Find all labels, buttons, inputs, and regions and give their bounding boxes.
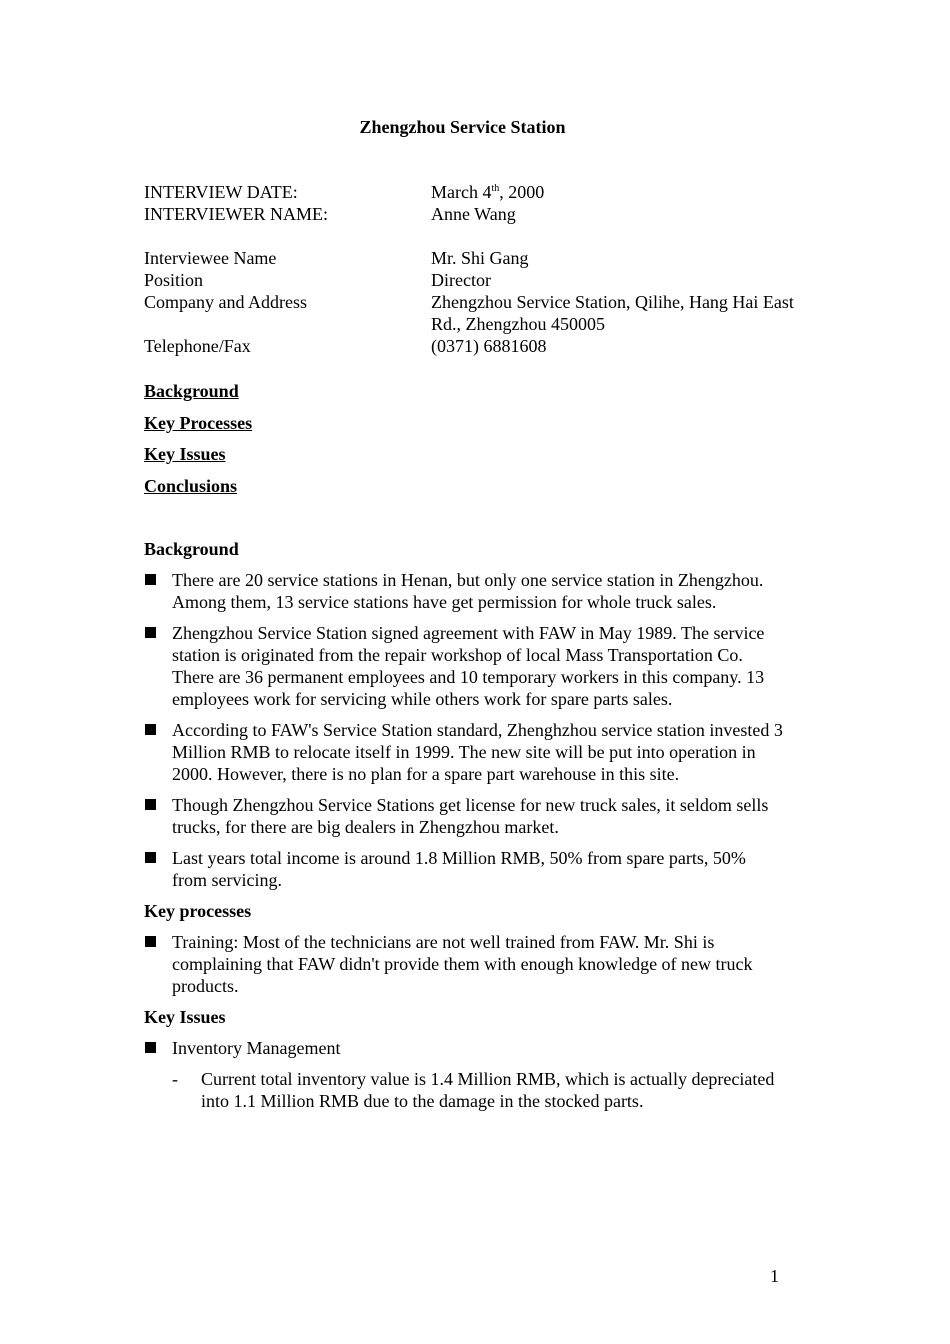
dash-bullet: - bbox=[172, 1069, 178, 1089]
sub-list-item: - Current total inventory value is 1.4 Million RMB, which is actually depreciated into 1.1 Million RMB due to the damage in the stocked parts. bbox=[172, 1069, 775, 1111]
interviewee-label: Interviewee Name bbox=[144, 248, 277, 268]
document-title: Zhengzhou Service Station bbox=[359, 117, 566, 137]
company-row bbox=[144, 291, 804, 335]
list-item: According to FAW's Service Station standard, Zhenghzhou service station invested 3 Million RMB to relocate itself in 1999. The new site will be put into operation in 2000. However, there is no plan for a spare part warehouse in this site. bbox=[144, 719, 784, 785]
square-bullet-icon bbox=[145, 574, 156, 585]
toc-link-key-issues[interactable]: Key Issues bbox=[144, 444, 226, 464]
interview-date-value: March 4th, 2000 bbox=[431, 182, 545, 202]
document-body bbox=[144, 538, 784, 1121]
position-value: Director bbox=[431, 270, 491, 290]
list-item: Training: Most of the technicians are not well trained from FAW. Mr. Shi is complaining that FAW didn't provide them with enough knowledge of new truck products. bbox=[144, 931, 784, 997]
interview-date-label: INTERVIEW DATE: bbox=[144, 182, 298, 202]
square-bullet-icon bbox=[145, 799, 156, 810]
section-heading-key-issues: Key Issues bbox=[144, 1007, 226, 1027]
section-heading-background: Background bbox=[144, 539, 239, 559]
square-bullet-icon bbox=[145, 1042, 156, 1053]
company-value: Zhengzhou Service Station, Qilihe, Hang Hai East Rd., Zhengzhou 450005 bbox=[431, 292, 794, 334]
toc-link-background[interactable]: Background bbox=[144, 381, 239, 401]
interview-date-row bbox=[144, 181, 804, 203]
square-bullet-icon bbox=[145, 627, 156, 638]
phone-row bbox=[144, 335, 804, 357]
list-item: Last years total income is around 1.8 Million RMB, 50% from spare parts, 50% from servicing. bbox=[144, 847, 784, 891]
section-heading-key-processes: Key processes bbox=[144, 901, 252, 921]
list-item: Zhengzhou Service Station signed agreement with FAW in May 1989. The service station is originated from the repair workshop of local Mass Transportation Co. There are 36 permanent employees and 10 temporary workers in this company. 13 employees work for servicing while others work for spare parts sales. bbox=[144, 622, 784, 710]
interview-info bbox=[144, 181, 804, 357]
interviewer-label: INTERVIEWER NAME: bbox=[144, 204, 329, 224]
interviewer-value: Anne Wang bbox=[431, 204, 516, 224]
table-of-contents bbox=[144, 380, 252, 506]
page-number: 1 bbox=[770, 1266, 779, 1286]
square-bullet-icon bbox=[145, 852, 156, 863]
phone-label: Telephone/Fax bbox=[144, 336, 251, 356]
list-item: Inventory Management bbox=[144, 1037, 784, 1059]
position-row bbox=[144, 269, 804, 291]
square-bullet-icon bbox=[145, 936, 156, 947]
toc-link-conclusions[interactable]: Conclusions bbox=[144, 475, 238, 496]
toc-link-key-processes[interactable]: Key Processes bbox=[144, 412, 253, 433]
square-bullet-icon bbox=[145, 724, 156, 735]
position-label: Position bbox=[144, 270, 204, 290]
company-label: Company and Address bbox=[144, 292, 307, 312]
interviewer-row bbox=[144, 203, 804, 225]
list-item: Though Zhengzhou Service Stations get license for new truck sales, it seldom sells trucks, for there are big dealers in Zhengzhou market. bbox=[144, 794, 784, 838]
list-item: There are 20 service stations in Henan, but only one service station in Zhengzhou. Among them, 13 service stations have get permission for whole truck sales. bbox=[144, 569, 784, 613]
interviewee-value: Mr. Shi Gang bbox=[431, 248, 529, 268]
phone-value: (0371) 6881608 bbox=[431, 336, 547, 356]
interviewee-row bbox=[144, 247, 804, 269]
